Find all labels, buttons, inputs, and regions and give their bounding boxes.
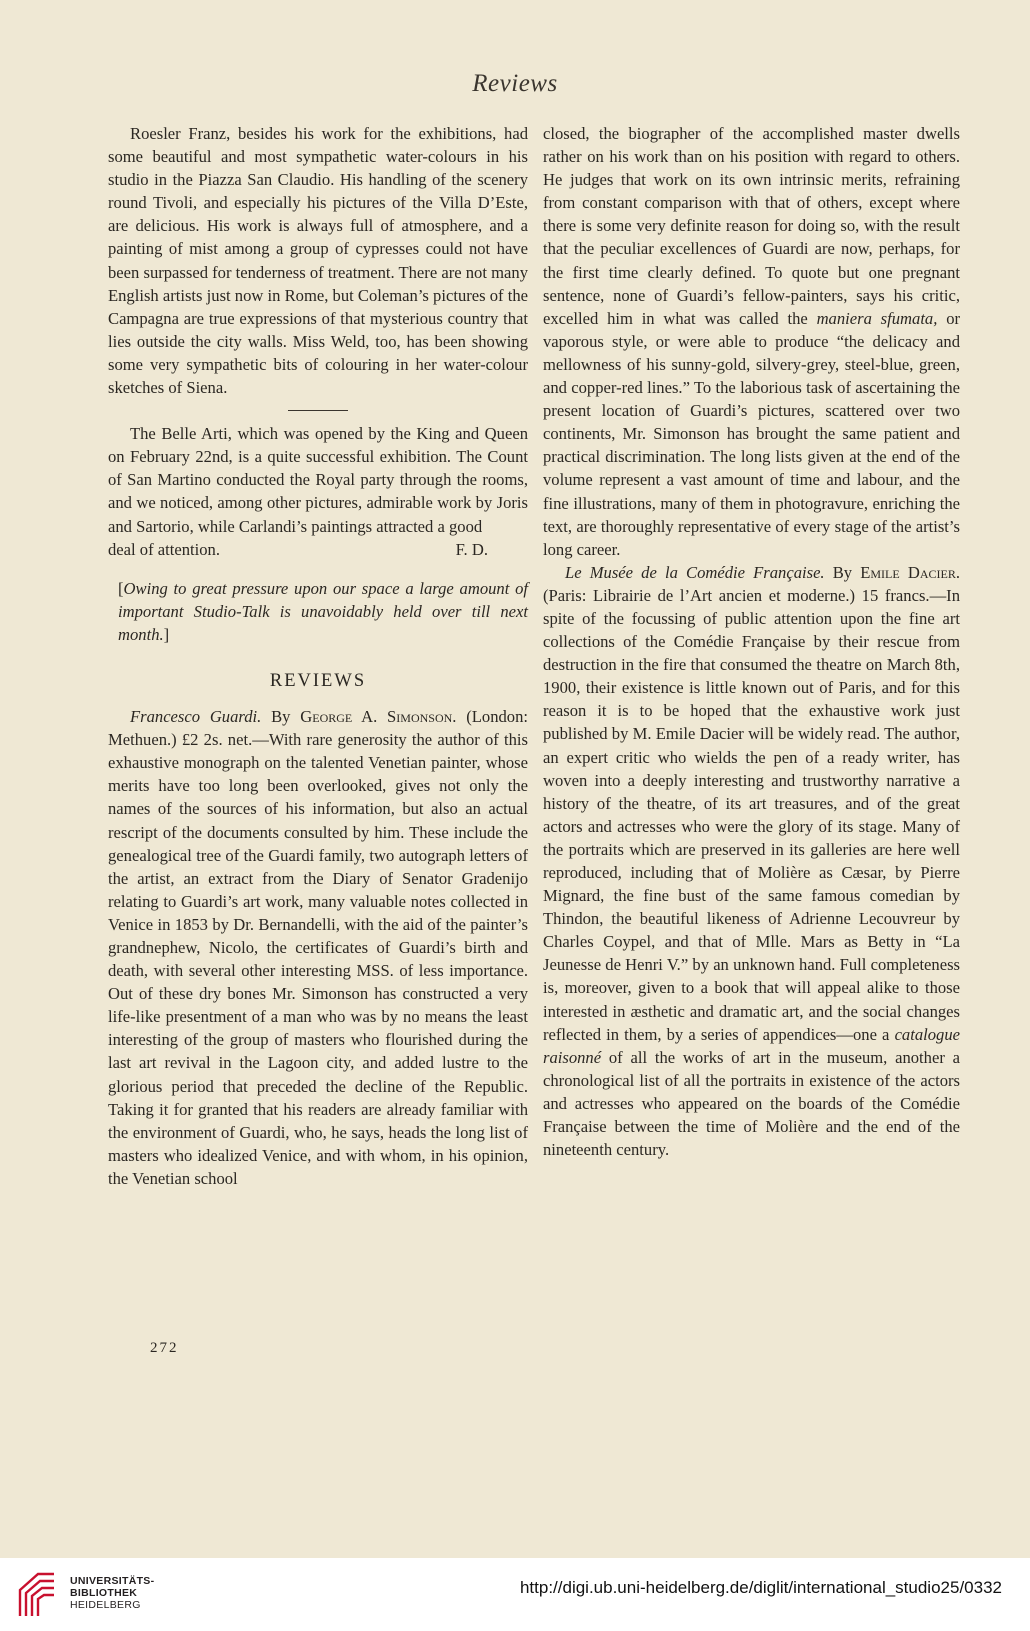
review-book-title: Francesco Guardi. [130,707,262,727]
left-column [108,122,528,1190]
review-body: of all the works of art in the museum, another a chronological list of all the portraits in existence of the actors and actresses who appeared on the boards of the Comédie Française between the time of Molière and the end of the nineteenth century. [543,1047,960,1160]
author-signature: F. D. [455,539,488,559]
signature-line-text: deal of attention. [108,539,220,559]
review-book-title: Le Musée de la Comédie Française. [565,562,825,582]
editorial-note [108,577,528,646]
review-author: Emile Dacier. [860,562,960,582]
right-column [543,122,960,1161]
review-body: (Paris: Librairie de l’Art ancien et moderne.) 15 francs.—In spite of the focussing of public attention upon the fine art collections of the Comédie Française by their rescue from destruction in the fire that consumed the theatre on March 8th, 1900, their existence is little known out of Paris, and for this reason it is to be hoped that the exhaustive work just published by M. Emile Dacier will be widely read. The author, an expert critic who wields the pen of a ready writer, has woven into a deeply interesting and trustworthy narrative a history of the theatre, of its art treasures, and of the great actors and actresses who were the glory of its stage. Many of the portraits which are preserved in its galleries are here well reproduced, including that of Molière as Cæsar, by Pierre Mignard, the fine bust of the same famous comedian by Thindon, the beautiful likeness of Adrienne Lecouvreur by Charles Coypel, and that of Mlle. Mars as Betty in “La Jeunesse de Henri V.” by an unknown hand. Full completeness is, moreover, given to a book that will appeal alike to those interested in æsthetic and dramatic art, and the social changes reflected in them, by a series of appendices—one a [543,585,960,1044]
paragraph-belle-arti: The Belle Arti, which was opened by the King and Queen on February 22nd, is a quite successful exhibition. The Count of San Martino conducted the Royal party through the rooms, and we noticed, among other pictures, admirable work by Joris and Sartorio, while Carlandi’s paintings attracted a good [108,424,528,536]
review-francesco-guardi [108,705,528,1190]
page-number: 272 [150,1340,179,1356]
logo-line: BIBLIOTHEK [70,1587,138,1599]
paragraph-text: or vaporous style, or were able to produce “the delicacy and mellowness of his sunny-gold, silvery-grey, steel-blue, green, and copper-red lines.” To the laborious task of ascertaining the present location of Guardi’s pictures, scattered over two continents, Mr. Simonson has brought the same patient and practical discrimination. The long lists given at the end of the volume represent a vast amount of time and labour, and the fine illustrations, many of them in photogravure, enriching the text, are thoroughly representative of every stage of the artist’s long career. [543,308,961,559]
paragraph-text: closed, the biographer of the accomplished master dwells rather on his work than on his position with regard to others. He judges that work on its own intrinsic merits, refraining from constant comparison with that of others, except where there is some very definite reason for doing so, with the result that the peculiar excellences of Guardi are now, perhaps, for the first time clearly defined. To quote but one pregnant sentence, none of Guardi’s fellow-painters, says his critic, excelled him in what was called the [543,124,960,328]
logo-line: HEIDELBERG [70,1599,141,1611]
section-title: REVIEWS [269,670,367,691]
review-author: George A. Simonson. [300,707,457,727]
note-text: Owing to great pressure upon our space a large amount of important Studio-Talk is unavoidably held over till next month. [118,578,528,644]
paragraph-roesler-franz: Roesler Franz, besides his work for the exhibitions, had some beautiful and most sympathetic water-colours in his studio in the Piazza San Claudio. His handling of the scenery round Tivoli, and especially his pictures of the Villa D’Este, are delicious. His work is always full of atmosphere, and a painting of mist among a group of cypresses could not have been surpassed for tenderness of treatment. There are not many English artists just now in Rome, but Coleman’s pictures of the Campagna are true expressions of that mysterious country that lies outside the city walls. Miss Weld, too, has been showing some very sympathetic bits of colouring in her water-colour sketches of Siena. [108,124,528,398]
source-url-link[interactable]: http://digi.ub.uni-heidelberg.de/diglit/international_studio25/0332 [519,1578,1002,1597]
note-bracket-open: [ [118,578,124,598]
review-by: By [832,562,853,582]
running-head: Reviews [472,70,558,97]
library-logo-icon [16,1570,58,1620]
note-bracket-close: ] [163,624,170,644]
paragraph-guardi-continued [543,122,960,561]
italic-phrase: catalogue raisonné [543,1024,960,1067]
review-by: By [271,707,291,727]
review-body: (London: Methuen.) £2 2s. net.—With rare generosity the author of this exhaustive monograph on the talented Venetian painter, whose merits have too long been overlooked, gives not only the names of the sources of his information, but also an actual rescript of the documents consulted by him. These include the genealogical tree of the Guardi family, two autograph letters of the artist, an extract from the Diary of Senator Gradenijo relating to Guardi’s art work, many valuable notes collected in Venice in 1853 by Dr. Bernandelli, with the aid of the painter’s grandnephew, Nicolo, the certificates of Guardi’s birth and death, with several other interesting MSS. of less importance. Out of these dry bones Mr. Simonson has constructed a very life-like presentment of a man who was by no means the least interesting of the group of masters who flourished during the last art revival in the Lagoon city, and added lustre to the glorious period that preceded the decline of the Republic. Taking it for granted that his readers are already familiar with the environment of Guardi, who, he says, heads the long list of masters who idealized Venice, and with whom, in his opinion, the Venetian school [108,707,528,1188]
section-divider [288,410,348,411]
footer-bar [0,1558,1030,1631]
review-comedie-francaise [543,561,960,1161]
logo-line: UNIVERSITÄTS- [70,1575,155,1587]
signature-line [108,538,528,561]
italic-phrase: maniera sfumata, [816,308,938,328]
library-logo-text [70,1575,154,1611]
